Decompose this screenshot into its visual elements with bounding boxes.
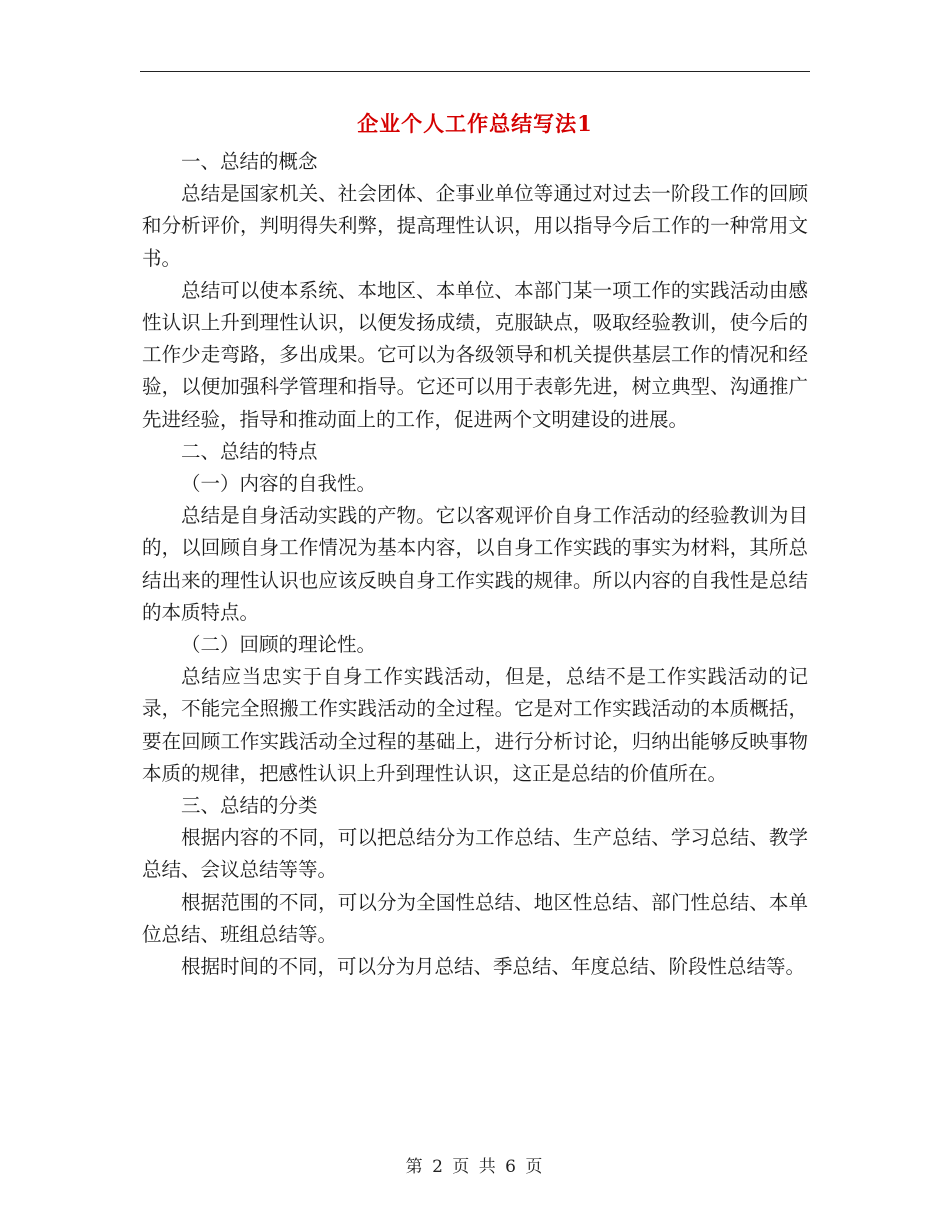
paragraph: 根据范围的不同，可以分为全国性总结、地区性总结、部门性总结、本单位总结、班组总结等。 [142,890,808,946]
paragraph: 总结可以使本系统、本地区、本单位、本部门某一项工作的实践活动由感性认识上升到理性认识，以便发扬成绩，克服缺点，吸取经验教训，使今后的工作少走弯路，多出成果。它可以为各级领导和机关提供基层工作的情况和经验，以便加强科学管理和指导。它还可以用于表彰先进，树立典型、沟通推广先进经验，指导和推动面上的工作，促进两个文明建设的进展。 [142,278,808,431]
section-heading-features: 二、总结的特点 [181,439,318,463]
header-rule [140,71,810,72]
paragraph: 总结应当忠实于自身工作实践活动，但是，总结不是工作实践活动的记录，不能完全照搬工作实践活动的全过程。它是对工作实践活动的本质概括，要在回顾工作实践活动全过程的基础上，进行分析讨论，归纳出能够反映事物本质的规律，把感性认识上升到理性认识，这正是总结的价值所在。 [142,665,808,785]
document-title: 企业个人工作总结写法1 [357,111,593,136]
paragraph: 根据时间的不同，可以分为月总结、季总结、年度总结、阶段性总结等。 [181,955,806,979]
paragraph: 总结是国家机关、社会团体、企事业单位等通过对过去一阶段工作的回顾和分析评价，判明得失利弊，提高理性认识，用以指导今后工作的一种常用文书。 [142,182,808,270]
page-number: 第 2 页 共 6 页 [405,1157,545,1177]
section-heading-concept: 一、总结的概念 [181,150,318,173]
section-heading-categories: 三、总结的分类 [181,794,318,818]
document-body [142,108,808,983]
paragraph: 总结是自身活动实践的产物。它以客观评价自身工作活动的经验教训为目的，以回顾自身工作情况为基本内容，以自身工作实践的事实为材料，其所总结出来的理性认识也应该反映自身工作实践的规律。所以内容的自我性是总结的本质特点。 [142,504,808,624]
subheading: （一）内容的自我性。 [181,472,377,496]
paragraph: 根据内容的不同，可以把总结分为工作总结、生产总结、学习总结、教学总结、会议总结等等。 [142,826,808,882]
subheading: （二）回顾的理论性。 [181,633,377,657]
